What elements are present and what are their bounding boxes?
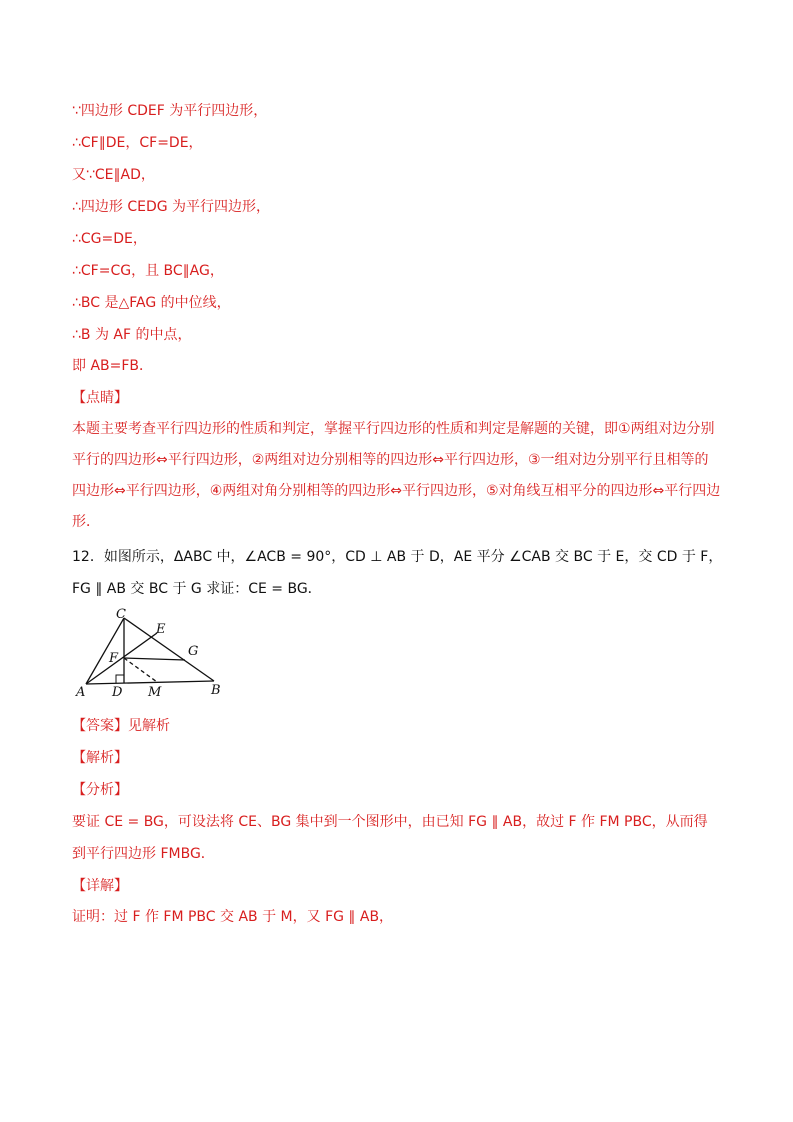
- dianjing-heading: 【点睛】: [72, 390, 128, 406]
- answer-line: 【答案】见解析: [72, 718, 170, 734]
- xiangjie-line-1: 证明：过 F 作 FM PBC 交 AB 于 M，又 FG ∥ AB，: [72, 909, 394, 925]
- fenxi-heading: 【分析】: [72, 782, 128, 798]
- fenxi-line-1: 要证 CE = BG，可设法将 CE、BG 集中到一个图形中，由已知 FG ∥ AB，故过 F 作 FM PBC，从而得: [72, 814, 708, 830]
- proof-line-5: ∴CG=DE，: [72, 231, 147, 247]
- segment-ab: [86, 681, 214, 684]
- label-e: E: [156, 622, 166, 637]
- segment-fm: [124, 658, 157, 682]
- segment-cb: [124, 618, 214, 681]
- problem-line-1: 12．如图所示，ΔABC 中，∠ACB = 90°，CD ⊥ AB 于 D，AE 平分 ∠CAB 交 BC 于 E，交 CD 于 F，: [72, 549, 723, 565]
- segment-ac: [86, 618, 124, 684]
- label-d: D: [112, 685, 123, 700]
- label-c: C: [116, 607, 126, 622]
- label-a: A: [76, 685, 86, 700]
- proof-line-3: 又∵CE∥AD，: [72, 167, 155, 183]
- proof-line-4: ∴四边形 CEDG 为平行四边形，: [72, 199, 271, 215]
- label-g: G: [188, 644, 199, 659]
- segment-fg: [124, 658, 185, 660]
- label-f: F: [109, 651, 119, 666]
- proof-line-2: ∴CF∥DE，CF=DE，: [72, 135, 203, 151]
- proof-line-7: ∴BC 是△FAG 的中位线，: [72, 295, 231, 311]
- dianjing-text: 本题主要考查平行四边形的性质和判定，掌握平行四边形的性质和判定是解题的关键，即①两组对边分别平行的四边形⇔平行四边形，②两组对边分别相等的四边形⇔平行四边形，③一组对边分别平行且相等的四边形⇔平行四边形，④两组对角分别相等的四边形⇔平行四边形，⑤对角线互相平分的四边形⇔平行四边形．: [72, 421, 721, 530]
- geometry-figure: [72, 606, 232, 701]
- problem-line-2: FG ∥ AB 交 BC 于 G 求证：CE = BG．: [72, 581, 322, 597]
- proof-line-9: 即 AB=FB．: [72, 358, 154, 374]
- label-m: M: [148, 685, 162, 700]
- jiexi-heading: 【解析】: [72, 750, 128, 766]
- proof-line-1: ∵四边形 CDEF 为平行四边形，: [72, 103, 268, 119]
- xiangjie-heading: 【详解】: [72, 878, 128, 894]
- fenxi-line-2: 到平行四边形 FMBG．: [72, 846, 215, 862]
- proof-line-8: ∴B 为 AF 的中点，: [72, 327, 192, 343]
- proof-line-6: ∴CF=CG，且 BC∥AG，: [72, 263, 224, 279]
- label-b: B: [211, 683, 221, 698]
- right-angle-mark: [116, 675, 124, 683]
